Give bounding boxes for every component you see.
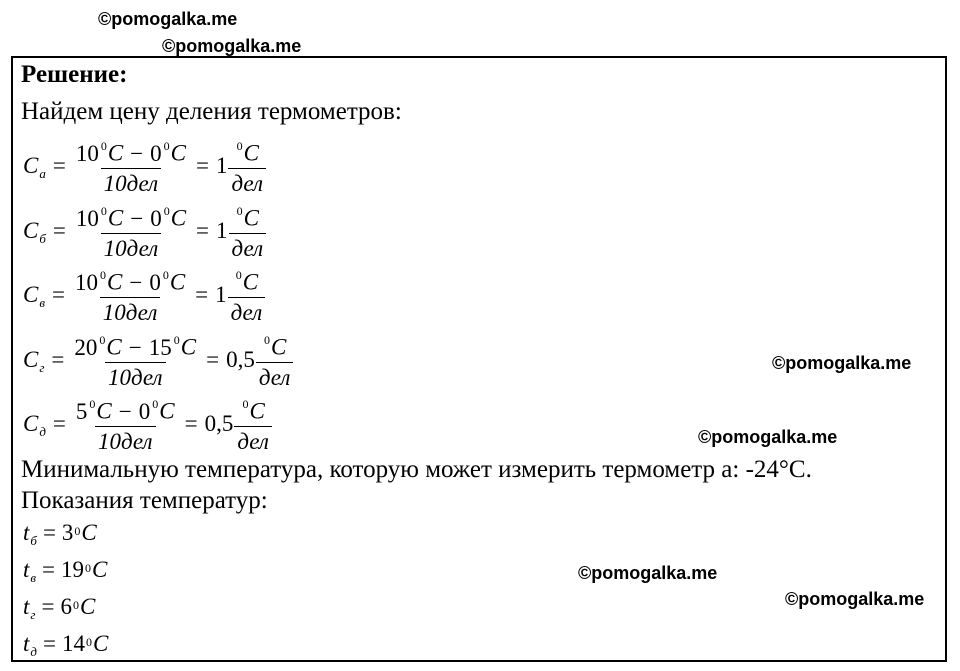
unit-c: C [270,334,287,360]
division-formula [23,331,293,389]
unit-c: C [107,205,124,231]
unit-c: C [169,269,186,295]
unit-c: C [243,140,259,166]
unit-denominator: дел [256,362,294,390]
temp-upper: 10 [74,269,98,295]
reading-subscript: г [30,607,36,622]
formula-variable: C [23,218,39,243]
result-value: 1 [215,282,227,307]
degree-mark: 0 [242,397,249,412]
degree-mark: 0 [263,333,270,348]
fraction-numerator [72,265,188,297]
degree-mark: 0 [100,204,107,219]
degree-mark: 0 [85,560,92,575]
unit-c: C [107,140,124,166]
fraction [71,330,199,390]
reading-value: 19 [61,557,85,582]
unit-fraction [228,265,266,325]
fraction [73,136,189,196]
equals-sign: = [52,153,66,178]
unit-denominator: дел [228,168,266,196]
temperature-reading [23,517,97,549]
fraction [73,201,189,261]
equals-sign: = [42,557,56,582]
watermark: ©pomogalka.me [578,563,718,583]
formula-variable: C [23,153,39,178]
fraction-numerator [71,330,199,362]
formula-subscript: а [39,166,46,181]
watermark: ©pomogalka.me [698,427,838,447]
watermark: ©pomogalka.me [772,353,912,373]
degree-mark: 0 [163,139,170,154]
fraction [73,394,178,454]
degree-mark: 0 [236,139,243,154]
intro-text: Найдем цену деления термометров: [21,98,402,125]
degree-mark: 0 [99,333,106,348]
unit-fraction [229,201,267,261]
equals-sign: = [52,218,66,243]
degree-mark: 0 [235,268,242,283]
unit-c: C [81,520,97,545]
unit-c: C [92,631,109,656]
degree-mark: 0 [72,597,79,612]
unit-c: C [106,269,123,295]
formula-variable: C [23,411,39,436]
fraction-denominator: 10дел [105,362,166,390]
unit-c: C [96,398,112,424]
degree-mark: 0 [85,634,92,649]
temp-upper: 5 [75,398,88,424]
unit-c: C [92,557,108,582]
reading-subscript: в [30,570,37,585]
equals-sign: = [184,411,198,436]
fraction [72,265,188,325]
formula-subscript: г [39,360,45,375]
temp-lower: 0 [138,398,151,424]
result-value: 1 [215,153,228,178]
unit-fraction [234,394,272,454]
unit-numerator [238,394,267,426]
minus-sign: − [118,398,132,424]
reading-value: 14 [61,631,85,656]
min-temp-text: Минимальную температура, которую может измерить термометр а: -24°С. [21,456,812,483]
fraction-numerator [73,136,189,168]
unit-numerator [233,136,262,168]
division-formula [23,266,265,324]
fraction-numerator [73,394,178,426]
equals-sign: = [42,520,56,545]
unit-numerator [232,265,261,297]
degree-mark: 0 [99,268,106,283]
unit-c: C [170,140,186,166]
degree-mark: 0 [74,523,81,538]
degree-mark: 0 [236,204,243,219]
temp-upper: 10 [75,205,99,231]
reading-value: 3 [61,520,74,545]
minus-sign: − [130,140,144,166]
result-value: 0,5 [204,411,234,436]
equals-sign: = [51,347,65,372]
division-formula [23,395,272,453]
equals-sign: = [41,594,55,619]
equals-sign: = [42,631,56,656]
division-formula [23,137,266,195]
unit-c: C [242,269,259,295]
minus-sign: − [130,205,144,231]
temp-upper: 10 [75,140,99,166]
equals-sign: = [195,282,209,307]
unit-denominator: дел [229,233,267,261]
unit-fraction [228,136,266,196]
unit-c: C [170,205,187,231]
equals-sign: = [196,218,210,243]
degree-mark: 0 [89,397,96,412]
degree-mark: 0 [173,333,180,348]
degree-mark: 0 [152,397,159,412]
temperature-reading [23,554,107,586]
formula-subscript: б [39,231,46,246]
watermark: ©pomogalka.me [162,36,302,56]
degree-mark: 0 [162,268,169,283]
fraction-denominator: 10дел [101,233,162,261]
solution-heading: Решение: [21,61,128,88]
reading-variable: t [23,594,30,619]
temperature-reading [23,591,95,623]
unit-numerator [260,330,289,362]
temp-lower: 0 [149,269,161,295]
fraction-denominator: 10дел [100,297,161,325]
result-value: 1 [216,218,228,243]
unit-c: C [249,398,265,424]
formula-subscript: д [39,424,46,439]
equals-sign: = [52,411,66,436]
unit-c: C [243,205,259,231]
watermark: ©pomogalka.me [98,9,238,29]
formula-subscript: в [39,295,45,310]
formula-variable: C [23,347,39,372]
equals-sign: = [196,153,209,178]
unit-numerator [233,201,262,233]
reading-variable: t [23,557,30,582]
degree-mark: 0 [100,139,107,154]
unit-denominator: дел [234,426,272,454]
temp-upper: 20 [74,334,98,360]
reading-subscript: д [30,644,37,659]
division-formula [23,202,266,260]
reading-variable: t [23,520,30,545]
fraction-denominator: 10дел [95,426,156,454]
fraction-numerator [73,201,189,233]
equals-sign: = [206,347,220,372]
minus-sign: − [129,269,143,295]
temperature-reading [23,628,108,660]
temp-lower: 15 [148,334,172,360]
minus-sign: − [128,334,142,360]
unit-c: C [106,334,122,360]
unit-c: C [159,398,175,424]
result-value: 0,5 [226,347,255,372]
unit-fraction [256,330,294,390]
temp-lower: 0 [150,205,162,231]
reading-subscript: б [30,533,37,548]
equals-sign: = [52,282,65,307]
reading-variable: t [23,631,30,656]
unit-c: C [180,334,197,360]
degree-mark: 0 [163,204,170,219]
temp-lower: 0 [150,140,162,166]
watermark: ©pomogalka.me [785,589,925,609]
unit-c: C [79,594,96,619]
fraction-denominator: 10дел [101,168,162,196]
unit-denominator: дел [228,297,266,325]
reading-value: 6 [60,594,72,619]
formula-variable: C [23,282,39,307]
readings-label: Показания температур: [21,487,268,514]
